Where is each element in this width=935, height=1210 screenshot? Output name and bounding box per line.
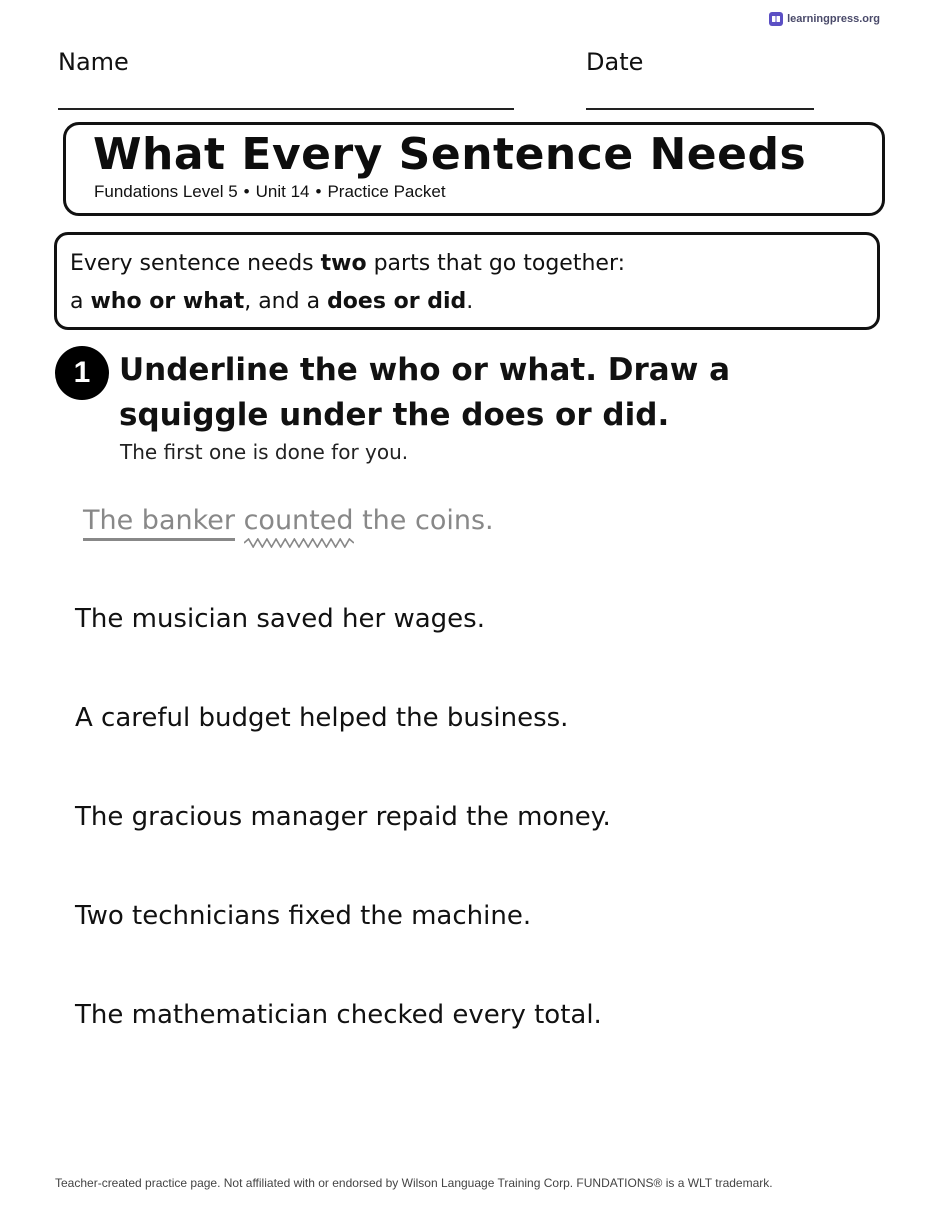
- rule-emphasis: two: [320, 251, 367, 276]
- date-label: Date: [586, 48, 644, 76]
- practice-sentence[interactable]: The musician saved her wages.: [75, 604, 485, 634]
- practice-sentence[interactable]: The gracious manager repaid the money.: [75, 802, 611, 832]
- packet-text: Practice Packet: [327, 182, 446, 201]
- date-field[interactable]: [586, 108, 814, 110]
- practice-sentence[interactable]: A careful budget helped the business.: [75, 703, 569, 733]
- page-subtitle: [94, 182, 446, 202]
- rule-line-1: [70, 245, 877, 283]
- separator-dot: •: [315, 182, 322, 201]
- practice-sentence[interactable]: The mathematician checked every total.: [75, 1000, 602, 1030]
- rule-text: .: [466, 289, 474, 314]
- rule-text: Every sentence needs: [70, 251, 321, 276]
- example-subject: The banker: [83, 505, 235, 541]
- title-card: [63, 122, 885, 216]
- separator-dot: •: [243, 182, 250, 201]
- instruction-hint: The first one is done for you.: [120, 440, 409, 464]
- book-icon: [769, 12, 783, 26]
- name-field[interactable]: [58, 108, 514, 110]
- brand-name: learningpress.org: [787, 13, 880, 25]
- squiggle-underline: [244, 538, 354, 548]
- example-rest: the coins.: [353, 505, 494, 536]
- rule-text: , and a: [244, 289, 328, 314]
- rule-box: [54, 232, 880, 330]
- who-or-what-term: who or what: [90, 289, 245, 314]
- does-or-did-term: does or did: [327, 289, 467, 314]
- rule-text: a: [70, 289, 91, 314]
- example-sentence: [83, 505, 494, 536]
- page-title: What Every Sentence Needs: [93, 129, 807, 180]
- practice-sentence[interactable]: Two technicians fixed the machine.: [75, 901, 532, 931]
- instruction-heading: Underline the who or what. Draw a squiggle under the does or did.: [119, 352, 731, 433]
- example-verb: [244, 505, 354, 536]
- rule-line-2: [70, 283, 877, 321]
- unit-text: Unit 14: [255, 182, 310, 201]
- name-label: Name: [58, 48, 129, 76]
- rule-text: parts that go together:: [366, 251, 626, 276]
- example-verb-text: counted: [243, 505, 354, 536]
- footer-disclaimer: Teacher-created practice page. Not affiliated with or endorsed by Wilson Language Training Corp. FUNDATIONS® is a WLT trademark.: [55, 1176, 773, 1190]
- brand-link[interactable]: [769, 12, 880, 26]
- step-number-badge: 1: [55, 346, 109, 400]
- level-text: Fundations Level 5: [94, 182, 238, 201]
